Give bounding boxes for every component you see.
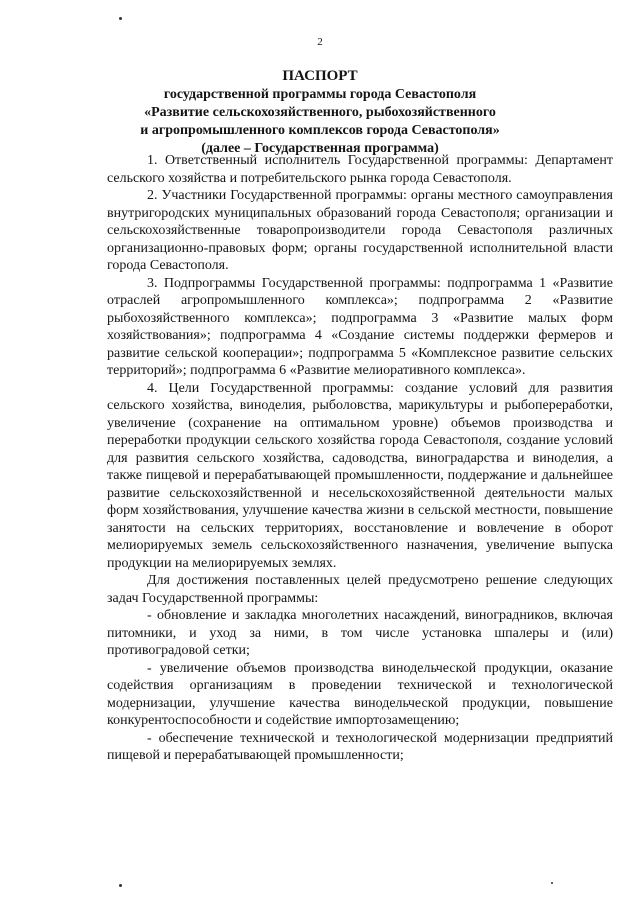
task-item-plantings: - обновление и закладка многолетних насаждений, виноградников, включая питомники, и уход за ними, в том числе установка шпалеры и (или) противоградовой сетки; [107,608,613,658]
title-line-5: (далее – Государственная программа) [201,141,439,156]
task-item-modernization: - обеспечение технической и технологической модернизации предприятий пищевой и перерабатывающей промышленности; [107,730,613,763]
title-line-4: и агропромышленного комплексов города Севастополя» [140,123,500,138]
paragraph-responsible-executor: 1. Ответственный исполнитель Государственной программы: Департамент сельского хозяйства и потребительского рынка города Севастополя. [107,153,613,186]
scan-speck [119,17,122,20]
scan-speck [551,882,553,884]
document-body [107,152,613,765]
scan-speck [119,884,122,887]
task-item-winemaking: - увеличение объемов производства винодельческой продукции, оказание содействия организациям в проведении технической и технологической модернизации, улучшение качества винодельческой продукции, повышение конкурентоспособности и содействие импортозамещению; [107,660,613,728]
page-number: 2 [317,36,323,48]
paragraph-tasks-intro: Для достижения поставленных целей предусмотрено решение следующих задач Государственной программы: [107,573,613,606]
title-line-3: «Развитие сельскохозяйственного, рыбохозяйственного [144,105,496,120]
title-line-1: ПАСПОРТ [282,68,358,84]
title-line-2: государственной программы города Севастополя [163,87,477,102]
paragraph-participants: 2. Участники Государственной программы: органы местного самоуправления внутригородских муниципальных образований города Севастополя; организации и сельскохозяйственные товаропроизводители города Севастополя различных организационно-правовых форм; органы государственной исполнительной власти города Севастополя. [107,188,613,273]
paragraph-goals: 4. Цели Государственной программы: создание условий для развития сельского хозяйства, виноделия, рыболовства, марикультуры и рыбопереработки, увеличение (сохранение на оптимальном уровне) объемов производства и переработки продукции сельского хозяйства города Севастополя, создание условий для развития сельского хозяйства, садоводства, виноградарства и виноделия, а также пищевой и перерабатывающей промышленности, поддержание и дальнейшее развитие сельскохозяйственной и несельскохозяйственной деятельности малых форм хозяйствования, улучшение качества жизни в сельской местности, повышение занятости на сельских территориях, восстановление и вовлечение в оборот мелиорируемых земель сельскохозяйственного назначения, увеличение выпуска продукции на мелиорируемых землях. [107,380,613,571]
paragraph-subprograms: 3. Подпрограммы Государственной программы: подпрограмма 1 «Развитие отраслей агропромышленного комплекса»; подпрограмма 2 «Развитие рыбохозяйственного комплекса»; подпрограмма 3 «Развитие малых форм хозяйствования»; подпрограмма 4 «Создание системы поддержки фермеров и развитие сельской кооперации»; подпрограмма 5 «Комплексное развитие сельских территорий»; подпрограмма 6 «Развитие мелиоративного комплекса». [107,275,613,378]
document-title [0,66,640,158]
